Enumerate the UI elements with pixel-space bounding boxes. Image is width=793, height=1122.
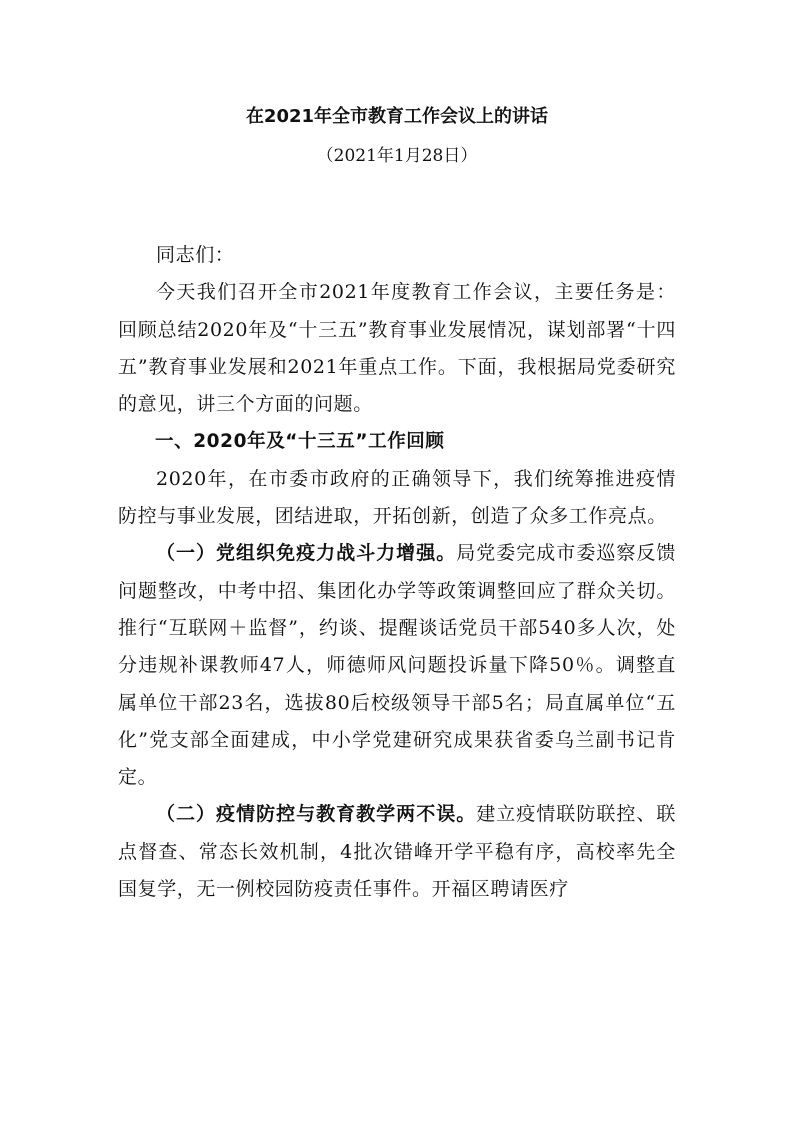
item-lead-2: （二）疫情防控与教育教学两不误。 bbox=[156, 803, 477, 826]
document-date: （2021年1月28日） bbox=[316, 146, 478, 166]
document-title: 在2021年全市教育工作会议上的讲话 bbox=[245, 106, 549, 127]
item-text-2: 建立疫情联防联控、联点督查、常态长效机制，4批次错峰开学平稳有序，高校率先全国复学，无一例校园防疫责任事件。开福区聘请医疗 bbox=[118, 803, 676, 901]
item-paragraph-2 bbox=[118, 796, 676, 908]
section-paragraph: 2020年，在市委市政府的正确领导下，我们统筹推进疫情防控与事业发展，团结进取，开拓创新，创造了众多工作亮点。 bbox=[118, 467, 676, 528]
greeting: 同志们： bbox=[156, 244, 235, 266]
intro-paragraph: 今天我们召开全市2021年度教育工作会议，主要任务是：回顾总结2020年及“十三五”教育事业发展情况，谋划部署“十四五”教育事业发展和2021年重点工作。下面，我根据局党委研究的意见，讲三个方面的问题。 bbox=[118, 281, 676, 416]
item-lead-1: （一）党组织免疫力战斗力增强。 bbox=[156, 542, 457, 565]
section-heading: 一、2020年及“十三五”工作回顾 bbox=[155, 431, 445, 453]
item-paragraph-1 bbox=[118, 535, 676, 796]
document-body bbox=[118, 237, 676, 908]
item-text-1: 局党委完成市委巡察反馈问题整改，中考中招、集团化办学等政策调整回应了群众关切。推行“互联网＋监督”，约谈、提醒谈话党员干部540多人次，处分违规补课教师47人，师德师风问题投诉量下降50％。调整直属单位干部23名，选拔80后校级领导干部5名；局直属单位“五化”党支部全面建成，中小学党建研究成果获省委乌兰副书记肯定。 bbox=[118, 542, 676, 789]
